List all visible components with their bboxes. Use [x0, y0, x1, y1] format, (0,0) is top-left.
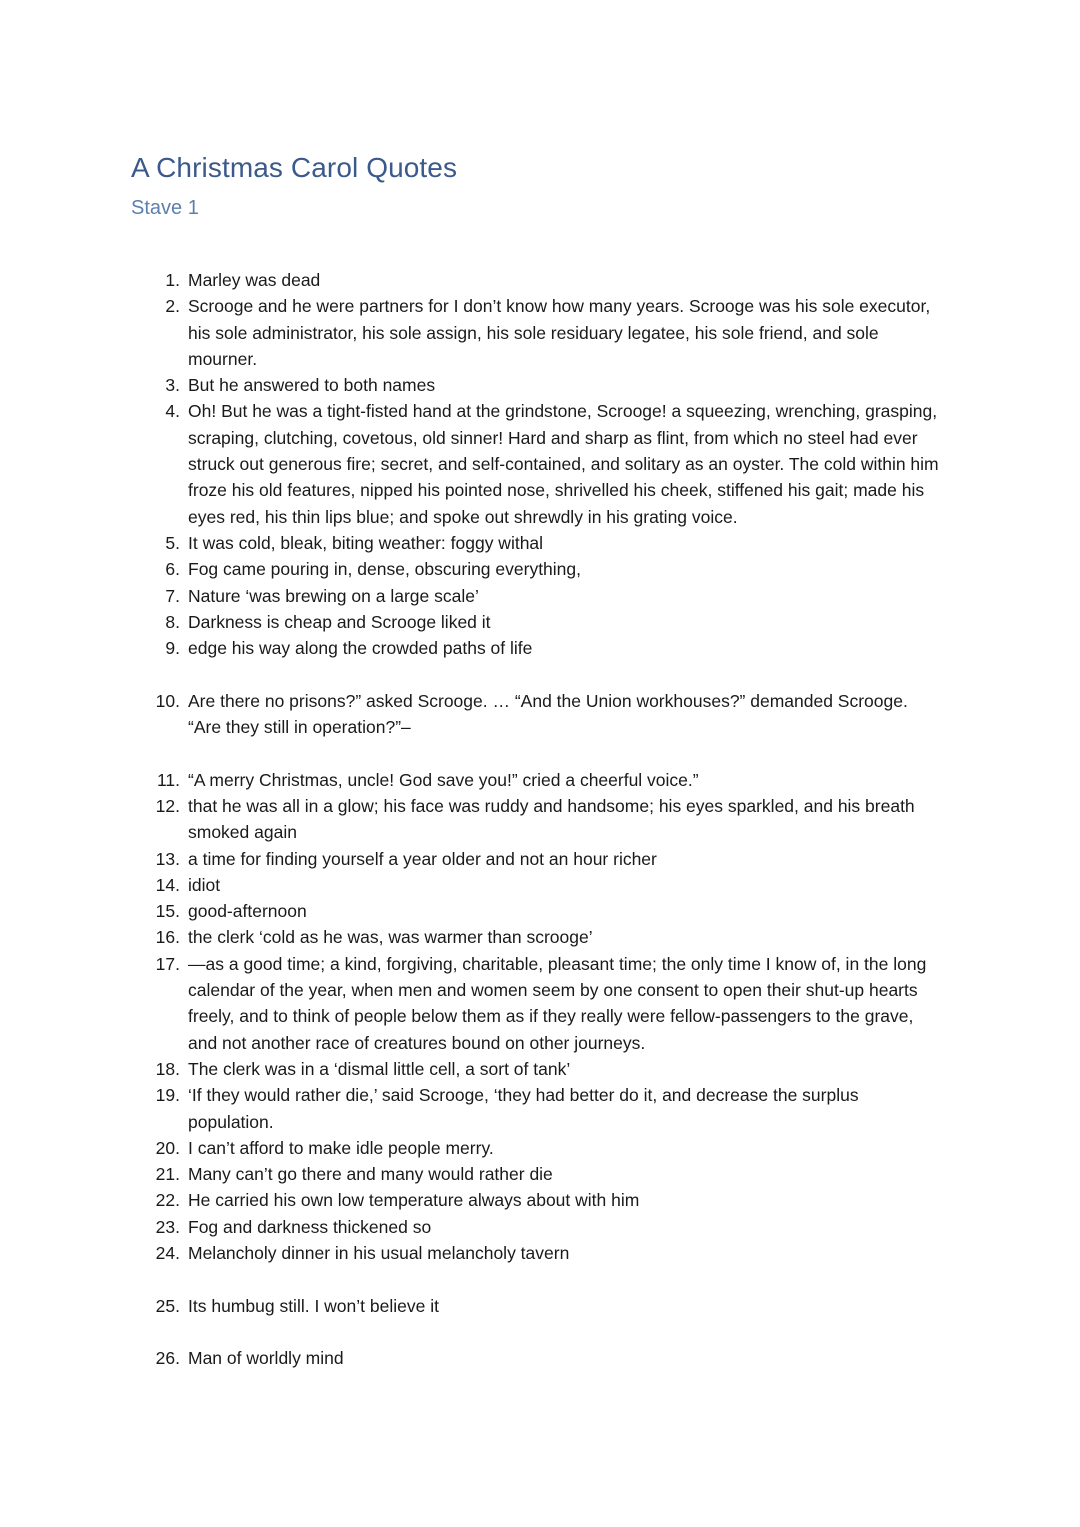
list-item: [0, 1135, 1080, 1161]
quote-number: 13.: [155, 848, 180, 869]
quote-text: idiot: [188, 874, 221, 895]
list-item: [0, 951, 1080, 1056]
quote-text: Marley was dead: [188, 270, 321, 290]
section-subtitle: Stave 1: [131, 197, 199, 219]
list-item: [0, 898, 1080, 924]
list-item: [0, 609, 1080, 635]
quote-text: I can’t afford to make idle people merry.: [188, 1137, 494, 1158]
quote-number: 21.: [155, 1164, 180, 1185]
quote-text: The clerk was in a ‘dismal little cell, a sort of tank’: [188, 1058, 571, 1079]
page-title: A Christmas Carol Quotes: [131, 152, 458, 183]
quote-text: Fog came pouring in, dense, obscuring everything,: [188, 559, 582, 580]
quote-number: 15.: [155, 901, 180, 922]
list-item: [0, 1214, 1080, 1240]
quote-text: the clerk ‘cold as he was, was warmer than scrooge’: [188, 927, 593, 948]
quote-number: 20.: [155, 1137, 180, 1158]
quote-text: that he was all in a glow; his face was ruddy and handsome; his eyes sparkled, and his breath smoked again: [188, 795, 915, 843]
list-item: [0, 583, 1080, 609]
list-item: [0, 846, 1080, 872]
list-item: [0, 556, 1080, 582]
list-item: [0, 688, 1080, 741]
quote-text: But he answered to both names: [188, 375, 436, 396]
quote-text: Are there no prisons?” asked Scrooge. … “And the Union workhouses?” demanded Scrooge. “Are they still in operation?”–: [188, 690, 908, 738]
quote-number: 3.: [165, 375, 180, 396]
quote-number: 7.: [165, 585, 180, 606]
quote-text: good-afternoon: [188, 901, 307, 922]
list-item: [0, 398, 1080, 529]
list-item: [0, 793, 1080, 846]
list-item: [0, 924, 1080, 950]
quote-text: Many can’t go there and many would rather die: [188, 1164, 553, 1185]
quote-text: ‘If they would rather die,’ said Scrooge, ‘they had better do it, and decrease the surplus population.: [188, 1085, 859, 1132]
quote-text: Man of worldly mind: [188, 1348, 344, 1369]
list-item: [0, 1161, 1080, 1187]
quote-text: Its humbug still. I won’t believe it: [188, 1295, 439, 1316]
list-item: [0, 1082, 1080, 1135]
quote-number: 26.: [155, 1348, 180, 1369]
quote-number: 12.: [155, 795, 180, 816]
list-item: [0, 872, 1080, 898]
list-item: [0, 1056, 1080, 1082]
quote-number: 4.: [165, 401, 180, 422]
quote-text: Nature ‘was brewing on a large scale’: [188, 585, 479, 606]
quote-number: 22.: [155, 1190, 180, 1211]
list-item: [0, 767, 1080, 793]
quote-number: 25.: [155, 1295, 180, 1316]
quote-number: 5.: [165, 532, 180, 553]
quote-text: a time for finding yourself a year older and not an hour richer: [188, 848, 657, 869]
list-item: [0, 1345, 1080, 1371]
quote-number: 10.: [155, 690, 180, 711]
list-item: [0, 530, 1080, 556]
quote-text: Melancholy dinner in his usual melancholy tavern: [188, 1242, 570, 1263]
quote-number: 24.: [155, 1242, 180, 1263]
quote-text: —as a good time; a kind, forgiving, charitable, pleasant time; the only time I know of, in the long calendar of the year, when men and women seem by one consent to open their shut-up hearts freely, and to think of people below them as if they really were fellow-passengers to the grave, and not another race of creatures bound on other journeys.: [188, 953, 927, 1053]
quote-number: 16.: [155, 927, 180, 948]
quote-number: 14.: [155, 874, 180, 895]
quote-number: 19.: [155, 1085, 180, 1106]
quote-text: Scrooge and he were partners for I don’t know how many years. Scrooge was his sole executor, his sole administrator, his sole assign, his sole residuary legatee, his sole friend, and sole mourner.: [188, 296, 931, 369]
quote-number: 6.: [165, 559, 180, 580]
quote-number: 2.: [165, 296, 180, 317]
list-item: [0, 293, 1080, 372]
quote-number: 17.: [155, 953, 180, 974]
quote-text: Fog and darkness thickened so: [188, 1216, 432, 1237]
quote-text: Oh! But he was a tight-fisted hand at the grindstone, Scrooge! a squeezing, wrenching, grasping, scraping, clutching, covetous, old sinner! Hard and sharp as flint, from which no steel had ever struck out generous fire; secret, and self-contained, and solitary as an oyster. The cold within him froze his old features, nipped his pointed nose, shrivelled his cheek, stiffened his gait; made his eyes red, his thin lips blue; and spoke out shrewdly in his grating voice.: [188, 401, 939, 527]
quote-number: 11.: [156, 769, 180, 790]
list-item: [0, 1240, 1080, 1266]
quote-text: edge his way along the crowded paths of life: [188, 638, 533, 659]
quote-number: 23.: [155, 1216, 180, 1237]
quote-text: “A merry Christmas, uncle! God save you!” cried a cheerful voice.”: [188, 769, 699, 790]
quote-number: 18.: [155, 1058, 180, 1079]
quote-number: 1.: [165, 270, 180, 290]
quote-list: [0, 267, 1080, 1371]
list-item: [0, 1187, 1080, 1213]
list-item: [0, 1293, 1080, 1319]
list-item: [0, 267, 1080, 293]
quote-number: 8.: [165, 611, 180, 632]
quote-text: Darkness is cheap and Scrooge liked it: [188, 611, 491, 632]
list-item: [0, 372, 1080, 398]
quote-number: 9.: [165, 638, 180, 659]
quote-text: He carried his own low temperature always about with him: [188, 1190, 640, 1211]
quote-text: It was cold, bleak, biting weather: foggy withal: [188, 532, 544, 553]
list-item: [0, 635, 1080, 661]
